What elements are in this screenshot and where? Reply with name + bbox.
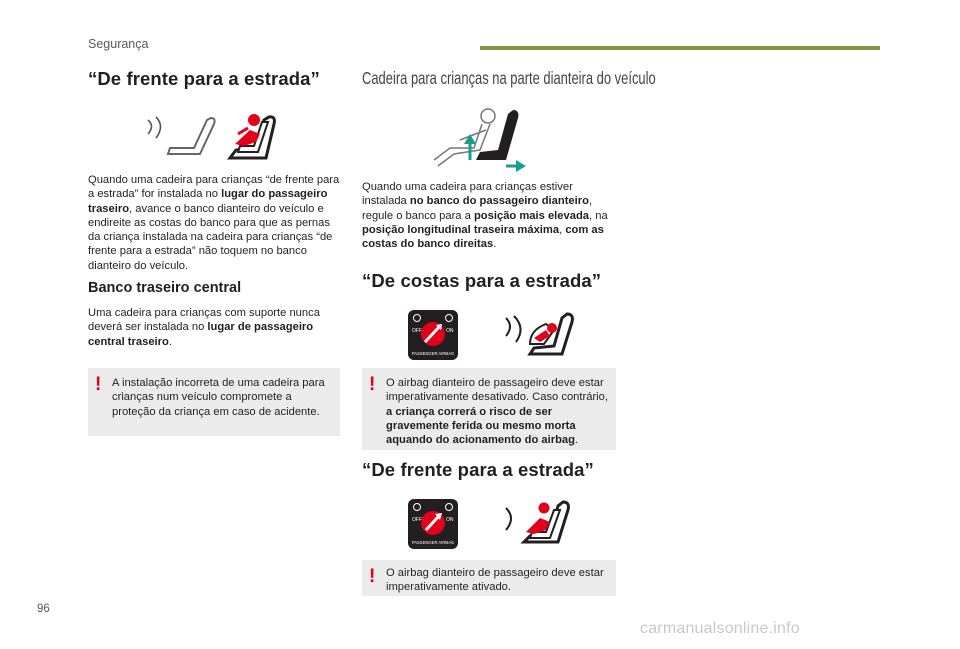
installation-warning-text: A instalação incorreta de uma cadeira para crianças num veículo compromete a proteção da criança em caso de acidente.	[112, 377, 325, 418]
warning-icon: !	[95, 374, 102, 395]
header-accent-bar	[480, 46, 880, 50]
central-rear-seat-heading: Banco traseiro central	[88, 280, 242, 296]
text-run: lugar de passageiro central traseiro	[88, 321, 314, 348]
on-label: ON	[446, 517, 454, 523]
on-label: ON	[446, 328, 454, 334]
rear-facing-title: “De costas para a estrada”	[362, 270, 602, 291]
seat-adjustment-illustration	[430, 104, 530, 172]
forward-facing-front-title: “De frente para a estrada”	[362, 459, 594, 480]
airbag-activation-warning-text: O airbag dianteiro de passageiro deve estar imperativamente ativado.	[386, 567, 604, 594]
text-run: com as costas do banco direitas	[362, 223, 604, 251]
warning-icon: !	[369, 374, 376, 395]
warning-icon: !	[369, 566, 376, 587]
text-run: lugar do passageiro traseiro	[88, 188, 328, 215]
text-run: no banco do passageiro dianteiro	[409, 195, 589, 208]
off-label: OFF	[412, 328, 422, 334]
off-label: OFF	[412, 517, 422, 523]
text-run: , avance o banco dianteiro do veículo e endireite as costas do banco para que as pernas da criança instalada na cadeira para crianças “de frente para a estrada” não toquem no banco dianteiro do veículo.	[88, 202, 333, 272]
central-rear-seat-paragraph	[88, 306, 342, 349]
rear-facing-seat-illustration	[500, 308, 580, 363]
forward-facing-seat-illustration	[138, 108, 280, 166]
text-run: posição mais elevada	[473, 209, 590, 222]
text-run: , na	[589, 209, 608, 222]
forward-facing-front-seat-illustration	[500, 496, 580, 551]
front-seat-paragraph	[362, 180, 618, 251]
forward-facing-title: “De frente para a estrada”	[88, 68, 320, 89]
text-run: Quando uma cadeira para crianças estiver instalada	[362, 181, 573, 208]
text-run: , regule o banco para a	[362, 195, 593, 222]
text-run: ,	[559, 223, 566, 236]
text-run: .	[574, 434, 579, 447]
text-run: .	[493, 238, 497, 251]
section-title: Segurança	[88, 37, 149, 51]
text-run: Uma cadeira para crianças com suporte nunca deverá ser instalada no	[88, 307, 320, 334]
airbag-activation-warning-box	[362, 560, 616, 596]
rear-seat-paragraph	[88, 173, 342, 273]
passenger-airbag-label: PASSENGER AIRBAG	[411, 351, 455, 356]
front-seat-section-title: Cadeira para crianças na parte dianteira do veículo	[362, 68, 656, 88]
airbag-deactivation-warning-text	[386, 376, 610, 447]
airbag-deactivation-warning-box	[362, 368, 616, 450]
footer-watermark: carmanualsonline.info	[640, 620, 800, 637]
passenger-airbag-label: PASSENGER AIRBAG	[411, 540, 455, 545]
page-number: 96	[37, 603, 50, 615]
text-run: Quando uma cadeira para crianças “de frente para a estrada” for instalada no	[88, 174, 340, 201]
text-run: posição longitudinal traseira máxima	[362, 223, 560, 236]
text-run: a criança correrá o risco de ser gravemente ferida ou mesmo morta aquando do acionamento do airbag	[386, 405, 576, 447]
text-run: O airbag dianteiro de passageiro deve estar imperativamente desativado. Caso contrário,	[386, 377, 608, 404]
airbag-off-label-icon	[408, 310, 458, 360]
installation-warning-box	[88, 368, 340, 436]
airbag-on-label-icon	[408, 499, 458, 549]
text-run: .	[168, 335, 172, 348]
